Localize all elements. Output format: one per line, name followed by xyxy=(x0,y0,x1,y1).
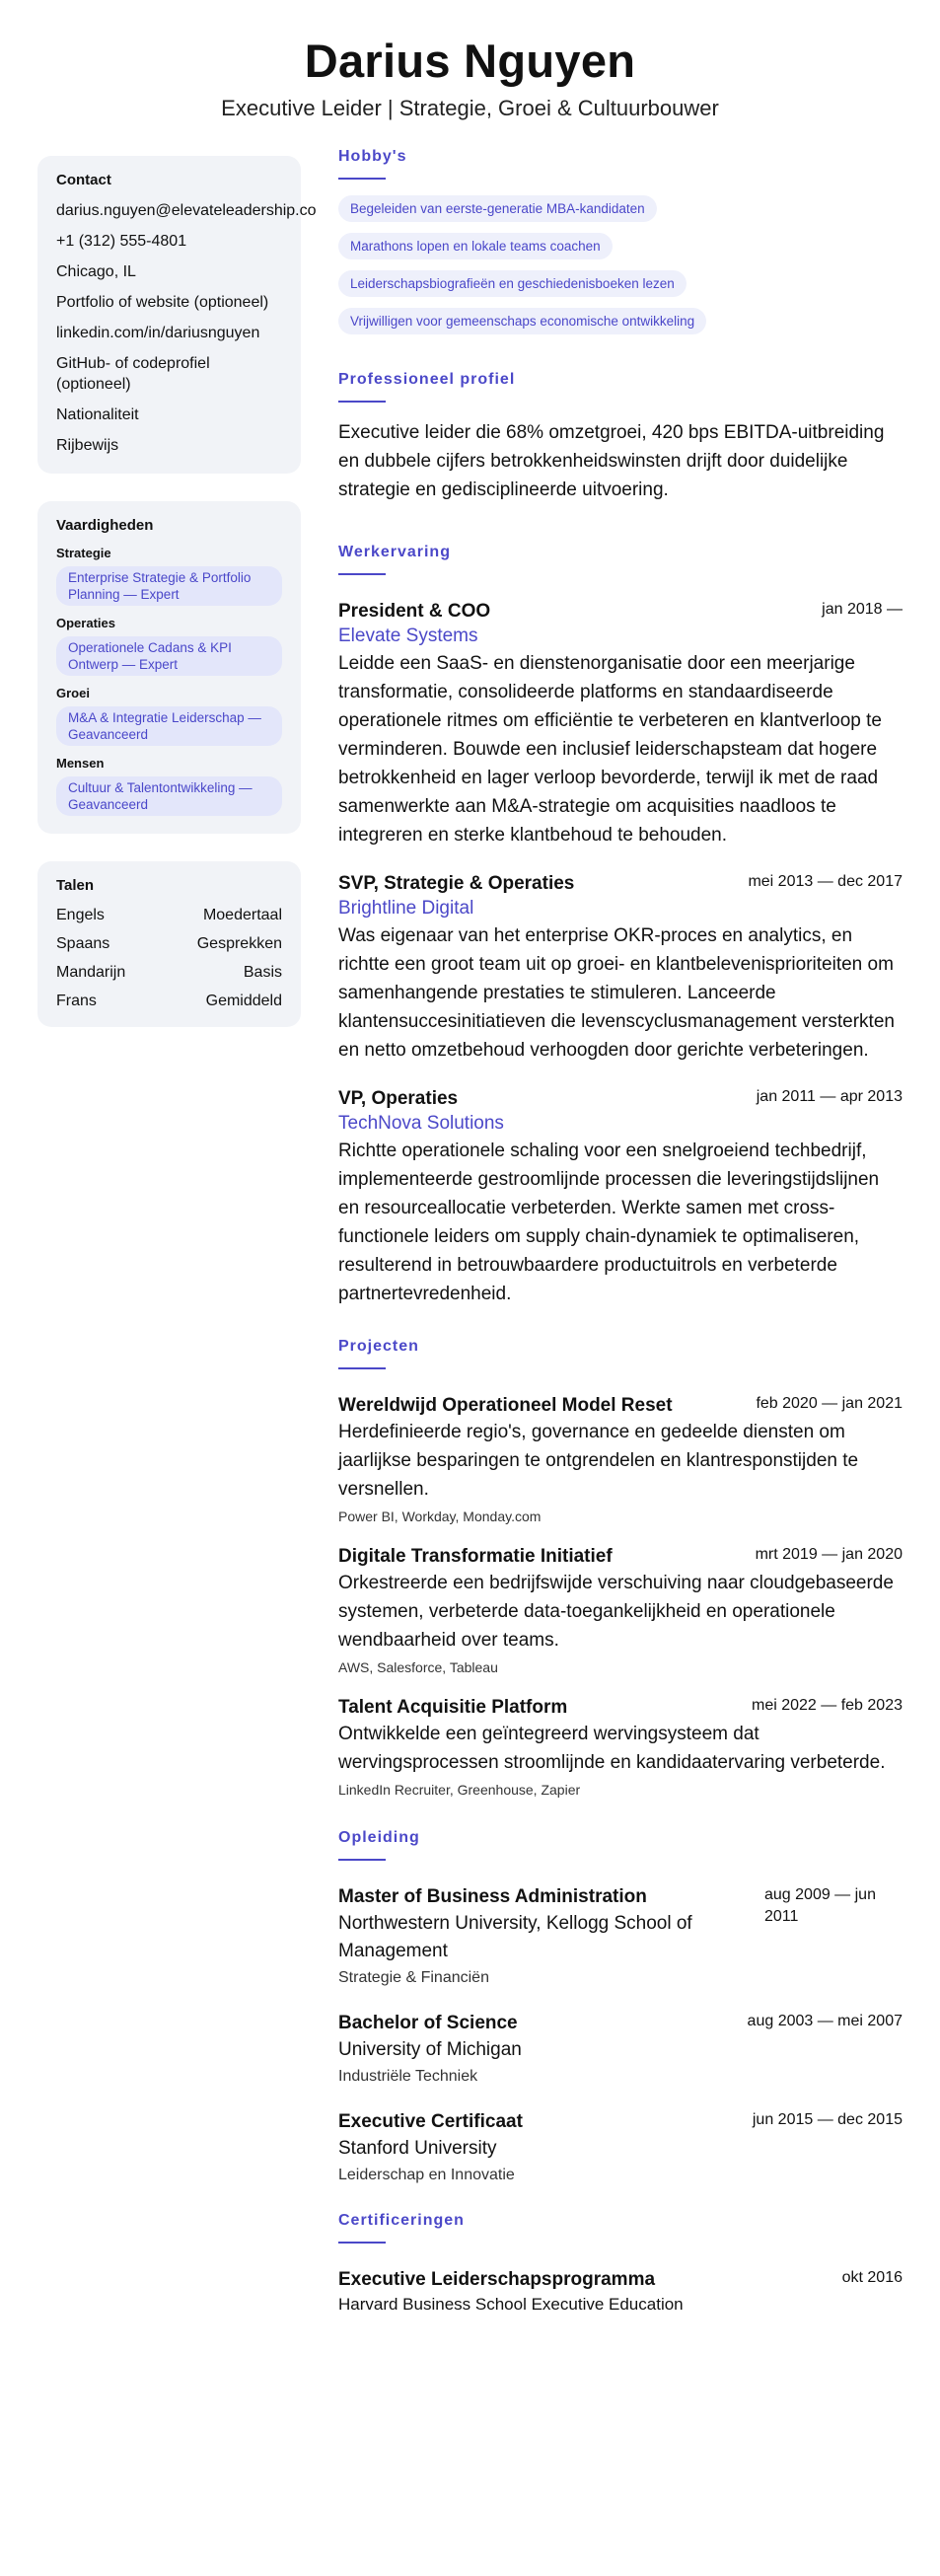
skill-group xyxy=(56,546,282,606)
project-date: mrt 2019 — jan 2020 xyxy=(755,1546,903,1563)
language-name: Mandarijn xyxy=(56,964,126,981)
school-name: University of Michigan xyxy=(338,2039,522,2060)
education-date: aug 2003 — mei 2007 xyxy=(747,2013,903,2029)
hobby-pill: Vrijwilligen voor gemeenschaps economische ontwikkeling xyxy=(338,308,706,334)
section-divider xyxy=(338,1367,386,1369)
job-description: Leidde een SaaS- en dienstenorganisatie door een meerjarige transformatie, consolideerde platforms en standaardiseerde operationele ritmes om efficiëntie te verbeteren en klantverloop te verminderen. Bouwde een inclusief leiderschapsteam dat hogere betrokkenheid en lager verloop bevorderde, terwijl ik met de raad samenwerkte aan M&A-strategie om acquisities naadloos te integreren en sterke klantbehoud te behouden. xyxy=(338,653,882,846)
education-date: aug 2009 — jun 2011 xyxy=(764,1886,876,1925)
project-entry xyxy=(338,1544,903,1677)
language-row xyxy=(56,992,282,1011)
project-title: Talent Acquisitie Platform xyxy=(338,1697,568,1718)
certification-date: okt 2016 xyxy=(841,2269,903,2286)
sidebar xyxy=(37,156,317,1055)
job-description: Was eigenaar van het enterprise OKR-proces en analytics, en richtte een groot team uit op groei- en klantbelevenisprioriteiten om samenhangende prestaties te stimuleren. Lanceerde klantensuccesinitiatieven die levenscyclusmanagement versterkten en netto omzetbehoud verhoogden door gerichte verbeteringen. xyxy=(338,925,895,1061)
company-name: Brightline Digital xyxy=(338,898,474,919)
degree-title: Master of Business Administration xyxy=(338,1886,647,1907)
candidate-name: Darius Nguyen xyxy=(304,35,636,87)
language-level: Gesprekken xyxy=(196,935,282,952)
degree-title: Executive Certificaat xyxy=(338,2111,523,2132)
company-name: Elevate Systems xyxy=(338,626,478,646)
project-date: feb 2020 — jan 2021 xyxy=(756,1395,903,1412)
job-date: jan 2011 — apr 2013 xyxy=(756,1088,903,1105)
company-name: TechNova Solutions xyxy=(338,1113,504,1134)
language-level: Moedertaal xyxy=(202,907,282,923)
project-tech: AWS, Salesforce, Tableau xyxy=(338,1659,498,1675)
skill-group-title: Strategie xyxy=(56,546,111,560)
project-description: Orkestreerde een bedrijfswijde verschuiving naar cloudgebaseerde systemen, verbeterde data-toegankelijkheid en operationele wendbaarheid over teams. xyxy=(338,1573,894,1651)
language-name: Engels xyxy=(56,907,105,923)
education-section xyxy=(338,1829,903,2186)
language-row xyxy=(56,906,282,925)
hobby-pill: Marathons lopen en lokale teams coachen xyxy=(338,233,613,259)
degree-title: Bachelor of Science xyxy=(338,2013,518,2033)
contact-title: Contact xyxy=(56,172,111,188)
job-description: Richtte operationele schaling voor een snelgroeiend techbedrijf, implementeerde gestroomlijnde processen die leveringstijdslijnen en resourceallocatie verbeterden. Werkte samen met cross-functionele leiders om supply chain-dynamiek te optimaliseren, resulterend in betrouwbaardere productuitrols en verbeterde partnertevredenheid. xyxy=(338,1141,880,1304)
skills-title: Vaardigheden xyxy=(56,517,154,534)
language-level: Basis xyxy=(243,964,282,981)
skill-pill: Cultuur & Talentontwikkeling — Geavanceerd xyxy=(56,776,282,816)
project-description: Ontwikkelde een geïntegreerd wervingsysteem dat wervingsprocessen stroomlijnde en kandidaatervaring verbeterde. xyxy=(338,1724,886,1773)
main-content xyxy=(338,148,903,2338)
profile-summary: Executive leider die 68% omzetgroei, 420 bps EBITDA-uitbreiding en dubbele cijfers betrokkenheidswinsten drijft door duidelijke strategie en gedisciplineerde uitvoering. xyxy=(338,422,885,500)
section-title: Opleiding xyxy=(338,1829,420,1846)
contact-card xyxy=(37,156,317,474)
project-entry xyxy=(338,1393,903,1526)
project-entry xyxy=(338,1695,903,1800)
school-name: Northwestern University, Kellogg School of Management xyxy=(338,1913,692,1961)
language-name: Frans xyxy=(56,993,97,1009)
education-entry xyxy=(338,1884,903,1989)
education-date: jun 2015 — dec 2015 xyxy=(752,2111,903,2128)
study-field: Industriële Techniek xyxy=(338,2068,478,2085)
certifications-section xyxy=(338,2212,903,2317)
languages-title: Talen xyxy=(56,877,95,894)
skills-card xyxy=(37,501,301,834)
section-title: Professioneel profiel xyxy=(338,371,516,388)
project-date: mei 2022 — feb 2023 xyxy=(752,1697,903,1714)
skill-group xyxy=(56,686,282,746)
section-title: Certificeringen xyxy=(338,2212,465,2229)
project-title: Wereldwijd Operationeel Model Reset xyxy=(338,1395,673,1416)
contact-nationality: Nationaliteit xyxy=(56,406,139,423)
section-divider xyxy=(338,401,386,403)
skill-pill: Enterprise Strategie & Portfolio Planning — Expert xyxy=(56,566,282,606)
skill-group-title: Mensen xyxy=(56,756,105,771)
skill-group-title: Operaties xyxy=(56,616,115,630)
experience-section xyxy=(338,544,903,1308)
project-tech: LinkedIn Recruiter, Greenhouse, Zapier xyxy=(338,1782,581,1798)
section-title: Werkervaring xyxy=(338,544,451,560)
contact-license: Rijbewijs xyxy=(56,437,119,454)
section-divider xyxy=(338,2242,386,2244)
language-row xyxy=(56,963,282,983)
language-name: Spaans xyxy=(56,935,110,952)
study-field: Leiderschap en Innovatie xyxy=(338,2167,515,2183)
certification-issuer: Harvard Business School Executive Education xyxy=(338,2295,684,2314)
candidate-headline: Executive Leider | Strategie, Groei & Cultuurbouwer xyxy=(221,96,719,120)
section-divider xyxy=(338,178,386,180)
profile-section xyxy=(338,371,903,504)
projects-section xyxy=(338,1338,903,1800)
language-row xyxy=(56,934,282,954)
contact-github[interactable]: GitHub- of codeprofiel (optioneel) xyxy=(56,355,210,393)
section-title: Hobby's xyxy=(338,148,407,165)
contact-email[interactable]: darius.nguyen@elevateleadership.co xyxy=(56,202,317,219)
experience-entry xyxy=(338,1086,903,1308)
contact-portfolio[interactable]: Portfolio of website (optioneel) xyxy=(56,294,269,311)
skill-pill: M&A & Integratie Leiderschap — Geavanceerd xyxy=(56,706,282,746)
certification-entry xyxy=(338,2267,903,2317)
section-divider xyxy=(338,1859,386,1861)
contact-location: Chicago, IL xyxy=(56,263,136,280)
resume-header xyxy=(0,0,940,122)
project-title: Digitale Transformatie Initiatief xyxy=(338,1546,613,1567)
job-date: mei 2013 — dec 2017 xyxy=(748,873,903,890)
section-title: Projecten xyxy=(338,1338,419,1355)
experience-entry xyxy=(338,599,903,849)
education-entry xyxy=(338,2011,903,2088)
school-name: Stanford University xyxy=(338,2138,497,2159)
project-description: Herdefinieerde regio's, governance en gedeelde diensten om jaarlijkse besparingen te ontgrendelen en klantresponstijden te versnellen. xyxy=(338,1422,859,1500)
job-title: President & COO xyxy=(338,601,491,622)
certification-name: Executive Leiderschapsprogramma xyxy=(338,2269,656,2290)
hobbies-section xyxy=(338,148,903,345)
job-title: SVP, Strategie & Operaties xyxy=(338,873,575,894)
section-divider xyxy=(338,573,386,575)
skill-group xyxy=(56,756,282,816)
study-field: Strategie & Financiën xyxy=(338,1969,489,1986)
experience-entry xyxy=(338,871,903,1065)
language-level: Gemiddeld xyxy=(205,993,282,1009)
job-title: VP, Operaties xyxy=(338,1088,459,1109)
languages-card xyxy=(37,861,301,1027)
education-entry xyxy=(338,2109,903,2186)
skill-group-title: Groei xyxy=(56,686,90,700)
skill-group xyxy=(56,616,282,676)
job-date: jan 2018 — xyxy=(822,601,903,618)
hobby-pill: Begeleiden van eerste-generatie MBA-kandidaten xyxy=(338,195,657,222)
hobby-pill: Leiderschapsbiografieën en geschiedenisboeken lezen xyxy=(338,270,687,297)
skill-pill: Operationele Cadans & KPI Ontwerp — Expert xyxy=(56,636,282,676)
contact-linkedin[interactable]: linkedin.com/in/dariusnguyen xyxy=(56,325,260,341)
project-tech: Power BI, Workday, Monday.com xyxy=(338,1509,542,1524)
contact-phone[interactable]: +1 (312) 555-4801 xyxy=(56,233,187,250)
